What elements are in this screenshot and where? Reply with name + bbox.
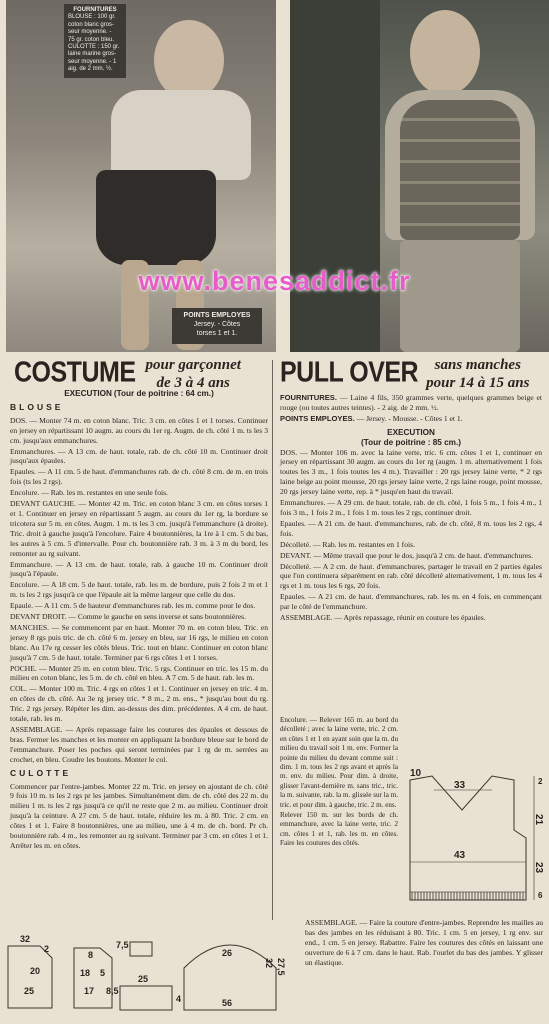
diagram-label: 20	[30, 966, 41, 976]
costume-subtitle-2: de 3 à 4 ans	[156, 375, 230, 391]
pullover-fournitures	[280, 393, 542, 413]
pullover-execution-line	[280, 428, 542, 448]
costume-subtitle-1: pour garçonnet	[145, 357, 241, 373]
pullover-paragraph: DOS. — Monter 106 m. avec la laine verte, tric. 6 cm. côtes 1 et 1, continuer en jersey en répartissant 30 augm. au cours du 1er rg (augm. 1 m. alternativement 1 fois toutes les 3 m., 1 fois toutes les 4 m.). Travailler : 20 rgs jersey laine verte, * 2 rgs laine beige au point mousse, 20 rgs jersey laine verte, 2 rgs laine rouge, point mousse, 20 rgs jersey laine verte, rep. à * jusqu'en haut du travail.	[280, 447, 542, 497]
diagram-label: 10	[410, 768, 422, 779]
blouse-heading: BLOUSE	[10, 401, 64, 412]
pullover-instructions-side	[280, 716, 398, 850]
pullover-execution-note: (Tour de poitrine : 85 cm.)	[361, 437, 461, 447]
blouse-paragraph: POCHE. — Monter 25 m. en coton bleu. Tric. 5 rgs. Continuer en tric. les 15 m. du milieu en coton blanc, les 5 m. de ch. côté en bleu. A 7 cm. 5 de haut. rab. les m.	[10, 663, 268, 683]
culotte-heading: CULOTTE	[10, 767, 72, 778]
column-divider	[272, 360, 273, 920]
diagram-label: 33	[454, 780, 466, 791]
points-label: POINTS EMPLOYES.	[280, 413, 355, 423]
blouse-back-pattern	[8, 946, 52, 1008]
blouse-paragraph: Epaule. — A 11 cm. 5 de hauteur d'emmanchures rab. les m. comme pour le dos.	[10, 601, 256, 611]
diagram-label: 23	[533, 862, 544, 874]
pullover-title: PULL OVER	[280, 356, 419, 389]
costume-execution: EXECUTION	[64, 389, 112, 398]
teen-head	[410, 10, 480, 95]
pullover-paragraph: Emmanchures. — A 29 cm. de haut. totale, rab. de ch. côté, 1 fois 5 m., 1 fois 4 m., 1 fois 3 m., 1 fois 2 m., 1 fois 1 m. tous les 2 rgs, continuer droit.	[280, 498, 542, 517]
pullover-paragraph: Epaules. — A 21 cm. de haut. d'emmanchures, rab. les m. en 4 fois, en commençant par le côté de l'emmanchure.	[280, 592, 542, 612]
diagram-label: 18	[80, 968, 91, 978]
photo-teen-pullover	[290, 0, 549, 352]
pullover-pattern	[410, 776, 526, 900]
diagram-label: 32	[264, 958, 274, 969]
blouse-paragraph: DEVANT DROIT. — Comme le gauche en sens inverse et sans boutonnières.	[10, 612, 246, 622]
diagram-label: 2	[538, 777, 543, 786]
blouse-paragraph: DEVANT GAUCHE. — Monter 42 m. Tric. en coton blanc 3 cm. en côtes torses 1 et 1. Continuer en jersey en répartissant 5 augm. au cours du 1er rg, la bordure se tricotera sur 5 m. en côtes. Augm. 1 m. ts les 3 cm. jusqu'à l'emmanchure (à droite). Tric. droit à gauche jusqu'à l'encolure. Faire 4 boutonnières, la 1re à 1 cm. 5 du bas, les autres à 5 cm. 5 d'intervalle. Pour ch. boutonnière rab. 3 m. à 3 m du bord, les remonter au rg suivant.	[10, 499, 268, 558]
pocket-pattern	[130, 942, 152, 956]
boy-blouse	[111, 90, 251, 180]
culotte-paragraph: Commencer par l'entre-jambes. Monter 22 m. Tric. en jersey en ajoutant de ch. côté 9 fois 10 m. ts les 2 rgs pr les jambes. Simultanément dim. de ch. côté des 22 m. du milieu 1 m. ts les 2 rgs jusqu'à ce qu'il ne reste que 2 m. au milieu. Continuer droit jusqu'à la ceinture. A 27 cm. 5 de haut. totale, réduire les m. à 80. Tric. 2 cm. en côtes 1 et 1. Faire 8 boutonnières, une au milieu, une à 4 m. de ch. bord. Pr ch. boutonnière rab. 4 m., les remonter au rg suivant. Terminer par 3 cm. en côtes 1 et 1. Arrêter les m. en côtes.	[10, 781, 268, 850]
blouse-paragraph: Emmanchures. — A 13 cm. de haut. totale, rab. de ch. côté 10 m. Continuer droit jusqu'aux épaules.	[10, 446, 268, 466]
blouse-paragraph: Emmanchure. — A 13 cm. de haut. totale, rab. à gauche 10 m. Continuer droit jusqu'à l'épaule.	[10, 559, 268, 579]
supplies-line: laine marine gros-	[68, 51, 117, 58]
photo-boy-costume	[6, 0, 276, 352]
costume-execution-line	[10, 389, 268, 399]
pullover-paragraph: Décolleté. — Rab. les m. restantes en 1 fois.	[280, 539, 415, 549]
diagram-label: 8	[88, 950, 94, 960]
supplies-heading: FOURNITURES	[73, 7, 117, 13]
pullover-subtitle-1: sans manches	[434, 357, 521, 373]
pullover-stripes	[400, 100, 520, 240]
diagram-label: 4	[176, 994, 182, 1004]
fournitures-label: FOURNITURES.	[280, 393, 337, 402]
costume-title: COSTUME	[14, 356, 136, 389]
pullover-instructions-top	[280, 389, 542, 624]
culotte-assembly	[305, 918, 543, 969]
pullover-points	[280, 414, 542, 424]
diagram-label: 32	[20, 934, 31, 944]
pullover-subtitle-2: pour 14 à 15 ans	[426, 375, 530, 391]
diagram-label: 17	[84, 986, 95, 996]
diagram-label: 26	[222, 948, 233, 958]
supplies-line: aig. de 2 mm. ½.	[68, 66, 113, 73]
assembly-paragraph: ASSEMBLAGE. — Faire la couture d'entre-jambes. Reprendre les mailles au bas des jambes en les réduisant à 80. Tric. 1 cm. 5 en jersey, 1 rg env. sur end., 1 cm. 5 en jersey. Rabattre. Faire les coutures des côtés en laissant une ouverture de 6 à 7 cm. dans le haut. Rab. l'ourlet du bas des jambes. Y glisser un élastique.	[305, 918, 543, 967]
blouse-paragraph: Encolure. — A 18 cm. 5 de haut. totale, rab. les m. de bordure, puis 2 fois 2 m et 1 m. ts les 2 rgs jusqu'à ce que l'épaule ait la même largeur que celle du dos.	[10, 580, 268, 600]
diagram-label: 6	[538, 891, 543, 900]
supplies-line: seur moyenne. - 1	[68, 58, 117, 65]
diagram-label: 7,5	[116, 940, 129, 950]
pullover-paragraph: Relever 150 m. sur les bords de ch. emmanchure, avec la laine verte, tric. 2 cm. côtes 1 et 1, rab. les m. en côtes. Faire les coutures des côtés.	[280, 811, 398, 848]
boy-shorts	[96, 170, 216, 265]
stitches-line: torses 1 et 1.	[196, 330, 238, 337]
costume-execution-note: (Tour de poitrine : 64 cm.)	[113, 389, 214, 398]
stitches-line: Jersey. - Côtes	[193, 321, 241, 328]
costume-instructions	[10, 389, 268, 852]
watermark: www.benesaddict.fr	[138, 266, 411, 296]
pullover-paragraph: ASSEMBLAGE. — Après repassage, réunir en couture les épaules.	[280, 613, 486, 623]
supplies-line: seur moyenne. -	[68, 29, 112, 36]
blouse-paragraph: MANCHES. — Se commencent par en haut. Monter 70 m. en coton bleu. Tric. en jersey 8 rgs puis tric. de ch. côté 6 m. jersey en bleu, sur 16 rgs, le milieu en coton blanc. Au 17e rg cesser les côtés bleus. Tric. tout en blanc. Continuer en coton blanc jusqu'à 7 cm. 5 de haut. totale. Terminer par 6 rgs côtes 1 et 1 torses.	[10, 622, 268, 662]
pullover-paragraph: Epaules. — A 21 cm. de haut. d'emmanchures, rab. de ch. côté, 8 m. tous les 2 rgs, 4 fois.	[280, 518, 542, 538]
blouse-paragraph: ASSEMBLAGE. — Après repassage faire les coutures des épaules et dessous de bras. Fermer les manches et les monter en appliquant la bordure bleue sur le bord de l'emmanchure. Poser les poches qui seront terminées par 1 rg de m. serrées au crochet, en bleu. Coudre les boutons. Monter le col.	[10, 725, 268, 764]
pullover-diagram	[402, 766, 547, 914]
blouse-paragraph: DOS. — Monter 74 m. en coton blanc. Tric. 3 cm. en côtes 1 et 1 torses. Continuer en jersey en répartissant 10 augm. au cours du 1er rg. Augm. de ch. côté 1 m. ts les 3 cm. jusqu'aux emmanchures.	[10, 415, 268, 445]
sleeve-pattern	[120, 986, 172, 1010]
foliage	[290, 0, 380, 352]
diagram-label: 43	[454, 850, 466, 861]
diagram-label: 8,5	[106, 986, 119, 996]
stitches-heading: POINTS EMPLOYES	[183, 312, 251, 319]
fournitures-text: — Laine 4 fils, 350 grammes verte, quelques grammes beige et rouge (ou toutes autres teintes). - 2 aig. de 2 mm. ½.	[280, 393, 542, 412]
blouse-paragraph: COL. — Monter 100 m. Tric. 4 rgs en côtes 1 et 1. Continuer en jersey en tric. 4 m. en côtes de ch. côté. Au 3e rg jersey tric. * 8 m., 2 m. ens., * jusqu'au bout du rg. Tric. 2 rgs jersey. Répéter les dim. au-dessus des dim. précédentes. A 4 cm. de haut. totale, rab. les m.	[10, 684, 268, 724]
supplies-line: CULOTTE : 150 gr.	[68, 44, 120, 51]
supplies-line: BLOUSE : 100 gr.	[68, 14, 116, 21]
blouse-paragraph: Epaules. — A 11 cm. 5 de haut. d'emmanchures rab. de ch. côté 8 cm. de m. en trois fois (ts les 2 rgs).	[10, 467, 268, 487]
blouse-paragraph: Encolure. — Rab. les m. restantes en une seule fois.	[10, 488, 168, 498]
points-text: — Jersey. - Mousse. - Côtes 1 et 1.	[356, 413, 463, 423]
diagram-label: 21	[533, 814, 544, 826]
pullover-rib	[410, 892, 526, 900]
pullover-paragraph: DEVANT. — Même travail que pour le dos, jusqu'à 2 cm. de haut. d'emmanchures.	[280, 550, 533, 560]
diagram-label: 2	[44, 944, 50, 954]
pullover-paragraph: Encolure. — Relever 165 m. au bord du décolleté ; avec la laine verte, tric. 2 cm. en côtes 1 et 1 en ayant soin que la m. du milieu du travail soit 1 m. env. Former la pointe du milieu du devant comme suit : dim. 1 m. tous les 2 rgs avant et après la m. env. du milieu. Pour dim. à droite, glisser l'avant-dernière m. sans tric., tric. la m. suivante, rab. la m. glissée sur la m. tric. et pour dim. à gauche, tric. 2 m. ens.	[280, 716, 398, 809]
supplies-box	[64, 4, 126, 78]
supplies-line: coton blanc gros-	[68, 21, 115, 28]
diagram-label: 5	[100, 968, 106, 978]
stitches-box	[172, 308, 262, 344]
diagram-label: 27,5	[276, 958, 286, 976]
pullover-paragraph: Décolleté. — A 2 cm. de haut. d'emmanchures, partager le travail en 2 parties égales que l'on continuera séparément en rab. côté décolleté alternativement, 1 m. tous les 4 rgs et 1 m. tous les 6 rgs, 20 fois.	[280, 561, 542, 591]
diagram-label: 25	[138, 974, 149, 984]
supplies-line: 75 gr. coton bleu.	[68, 36, 115, 43]
diagram-label: 56	[222, 998, 233, 1008]
boy-head	[154, 20, 224, 100]
costume-diagrams	[0, 928, 290, 1020]
pullover-execution: EXECUTION	[387, 427, 435, 437]
diagram-label: 25	[24, 986, 35, 996]
